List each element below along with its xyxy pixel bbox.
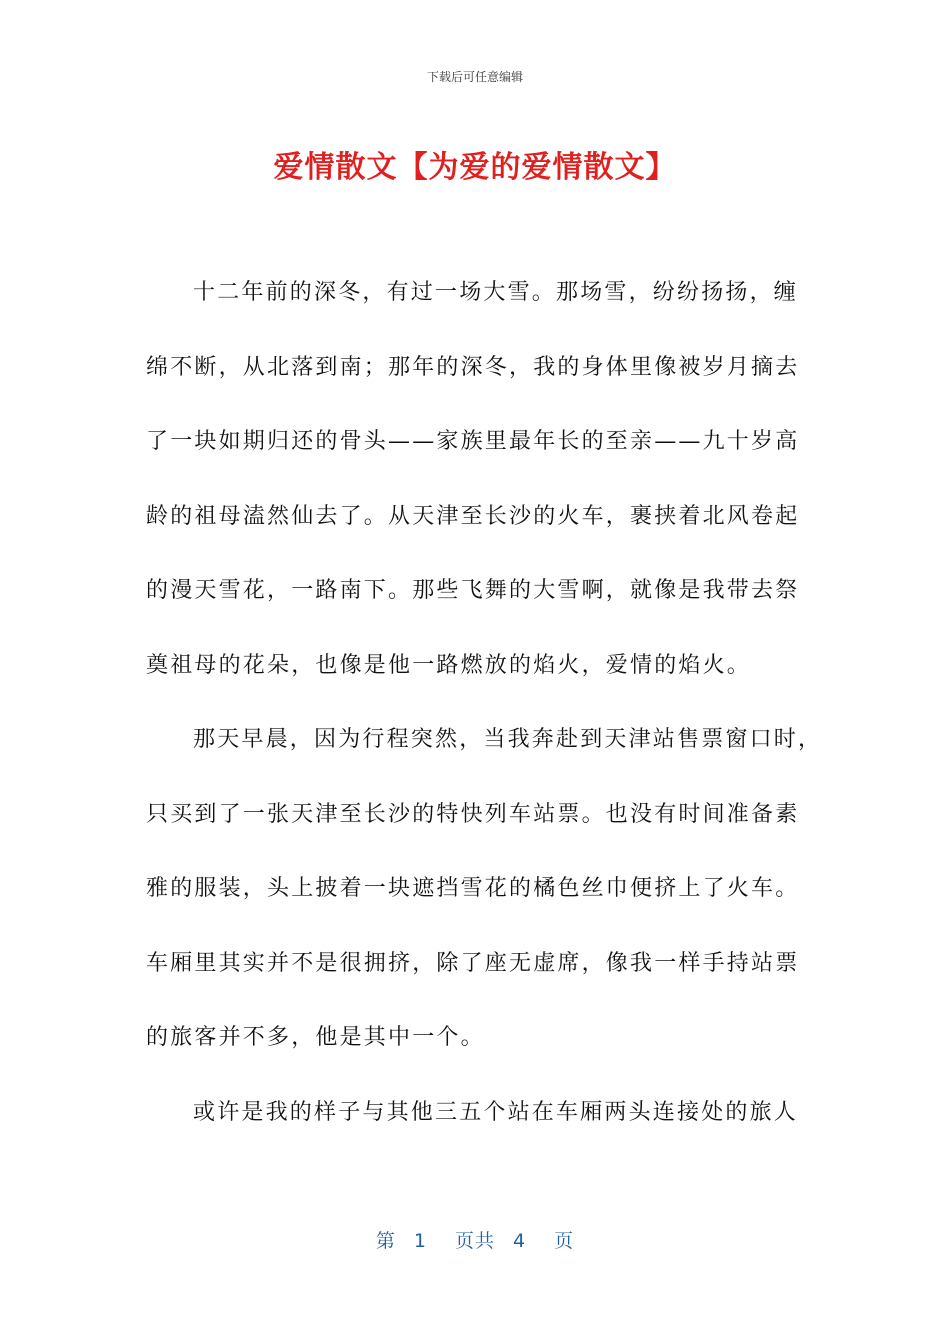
- header-note: 下载后可任意编辑: [426, 70, 523, 84]
- paragraph: [146, 1076, 799, 1151]
- footer-suffix: 页: [554, 1230, 575, 1252]
- paragraph-line: 了一块如期归还的骨头——家族里最年长的至亲——九十岁高: [146, 429, 800, 454]
- paragraph-line: 绵不断，从北落到南；那年的深冬，我的身体里像被岁月摘去: [146, 354, 800, 380]
- paragraph-line: 车厢里其实并不是很拥挤，除了座无虚席，像我一样手持站票: [146, 950, 800, 976]
- total-page-count: 4: [513, 1230, 527, 1252]
- paragraph-line: 的旅客并不多，他是其中一个。: [146, 1025, 485, 1050]
- current-page-number: 1: [413, 1230, 427, 1252]
- paragraph-line: 那天早晨，因为行程突然，当我奔赴到天津站售票窗口时，: [193, 727, 823, 752]
- paragraph: [146, 256, 800, 703]
- paragraph-line: 只买到了一张天津至长沙的特快列车站票。也没有时间准备素: [146, 801, 800, 827]
- paragraph-line: 雅的服装，头上披着一块遮挡雪花的橘色丝巾便挤上了火车。: [146, 876, 800, 901]
- paragraph-line: 奠祖母的花朵，也像是他一路燃放的焰火，爱情的焰火。: [146, 652, 752, 678]
- paragraph-line: 或许是我的样子与其他三五个站在车厢两头连接处的旅人: [193, 1099, 799, 1125]
- footer-prefix: 第: [375, 1230, 396, 1252]
- paragraph-line: 龄的祖母溘然仙去了。从天津至长沙的火车，裹挟着北风卷起: [146, 503, 800, 529]
- paragraph-line: 十二年前的深冬，有过一场大雪。那场雪，纷纷扬扬，缠: [193, 280, 799, 305]
- paragraph-line: 的漫天雪花，一路南下。那些飞舞的大雪啊，就像是我带去祭: [146, 578, 800, 603]
- footer-middle: 页共: [454, 1230, 495, 1252]
- paragraph: [146, 703, 823, 1076]
- page-footer: [0, 1226, 950, 1253]
- document-title: 爱情散文【为爱的爱情散文】: [273, 150, 677, 185]
- document-body: [146, 256, 823, 1150]
